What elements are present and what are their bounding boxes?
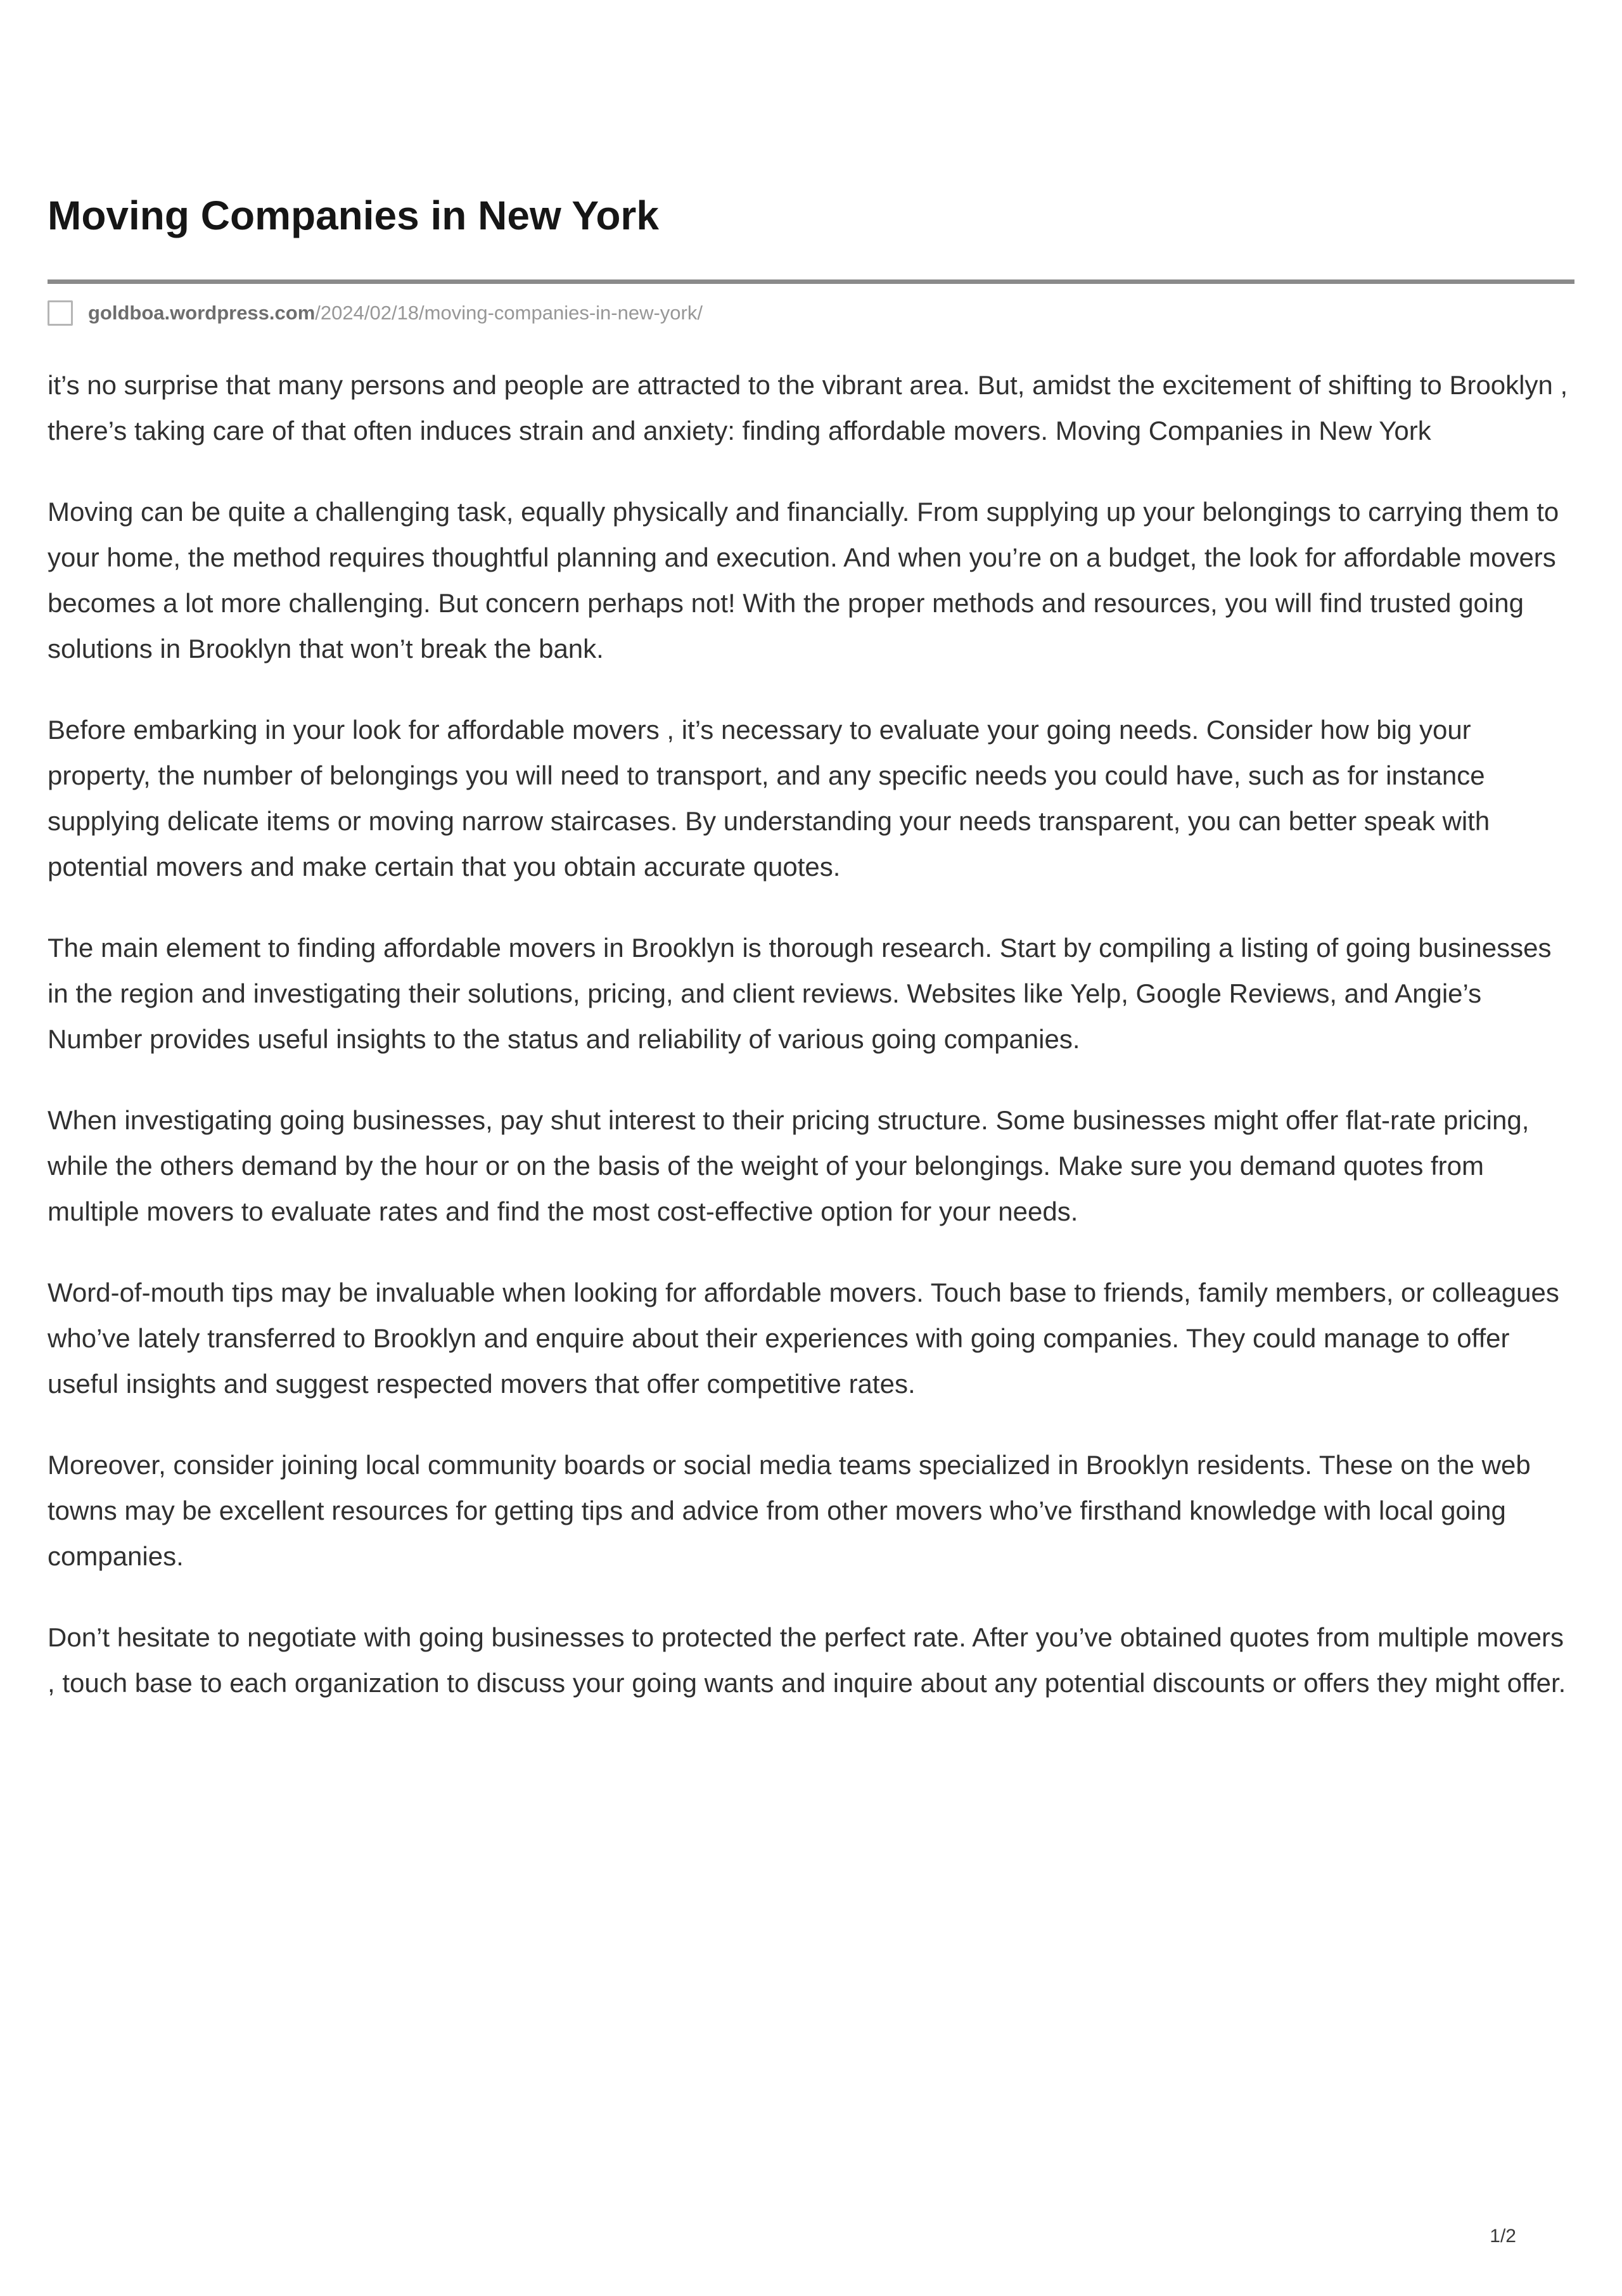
article-body bbox=[48, 362, 1574, 1706]
article-paragraph: Word-of-mouth tips may be invaluable when looking for affordable movers. Touch base to friends, family members, or colleagues who’ve lately transferred to Brooklyn and enquire about their experiences with going companies. They could manage to offer useful insights and suggest respected movers that offer competitive rates. bbox=[48, 1277, 1559, 1399]
article-paragraph: When investigating going businesses, pay shut interest to their pricing structure. Some businesses might offer flat-rate pricing, while the others demand by the hour or on the basis of the weight of your belongings. Make sure you demand quotes from multiple movers to evaluate rates and find the most cost-effective option for your needs. bbox=[48, 1105, 1529, 1226]
article-paragraph: Moving can be quite a challenging task, equally physically and financially. From supplying up your belongings to carrying them to your home, the method requires thoughtful planning and execution. And when you’re on a budget, the look for affordable movers becomes a lot more challenging. But concern perhaps not! With the proper methods and resources, you will find trusted going solutions in Brooklyn that won’t break the bank. bbox=[48, 496, 1559, 664]
source-url-line[interactable] bbox=[48, 300, 1574, 326]
title-divider bbox=[48, 279, 1574, 284]
source-url bbox=[88, 301, 703, 324]
article-paragraph: Don’t hesitate to negotiate with going businesses to protected the perfect rate. After you’ve obtained quotes from multiple movers , touch base to each organization to discuss your going wants and inquire about any potential discounts or offers they might offer. bbox=[48, 1622, 1566, 1698]
favicon-placeholder-icon bbox=[48, 300, 73, 326]
article-paragraph: Before embarking in your look for affordable movers , it’s necessary to evaluate your going needs. Consider how big your property, the number of belongings you will need to transport, and any specific needs you could have, such as for instance supplying delicate items or moving narrow staircases. By understanding your needs transparent, you can better speak with potential movers and make certain that you obtain accurate quotes. bbox=[48, 714, 1490, 882]
article-paragraph: it’s no surprise that many persons and people are attracted to the vibrant area. But, amidst the excitement of shifting to Brooklyn , there’s taking care of that often induces strain and anxiety: finding affordable movers. Moving Companies in New York bbox=[48, 369, 1568, 446]
source-url-path: /2024/02/18/moving-companies-in-new-york/ bbox=[315, 302, 703, 324]
page-title: Moving Companies in New York bbox=[48, 193, 659, 238]
source-url-domain: goldboa.wordpress.com bbox=[88, 302, 316, 324]
article-paragraph: The main element to finding affordable movers in Brooklyn is thorough research. Start by compiling a listing of going businesses in the region and investigating their solutions, pricing, and client reviews. Websites like Yelp, Google Reviews, and Angie’s Number provides useful insights to the status and reliability of various going companies. bbox=[48, 932, 1552, 1054]
article-paragraph: Moreover, consider joining local community boards or social media teams specialized in Brooklyn residents. These on the web towns may be excellent resources for getting tips and advice from other movers who’ve firsthand knowledge with local going companies. bbox=[48, 1449, 1531, 1571]
page-number-indicator: 1/2 bbox=[1490, 2226, 1516, 2247]
